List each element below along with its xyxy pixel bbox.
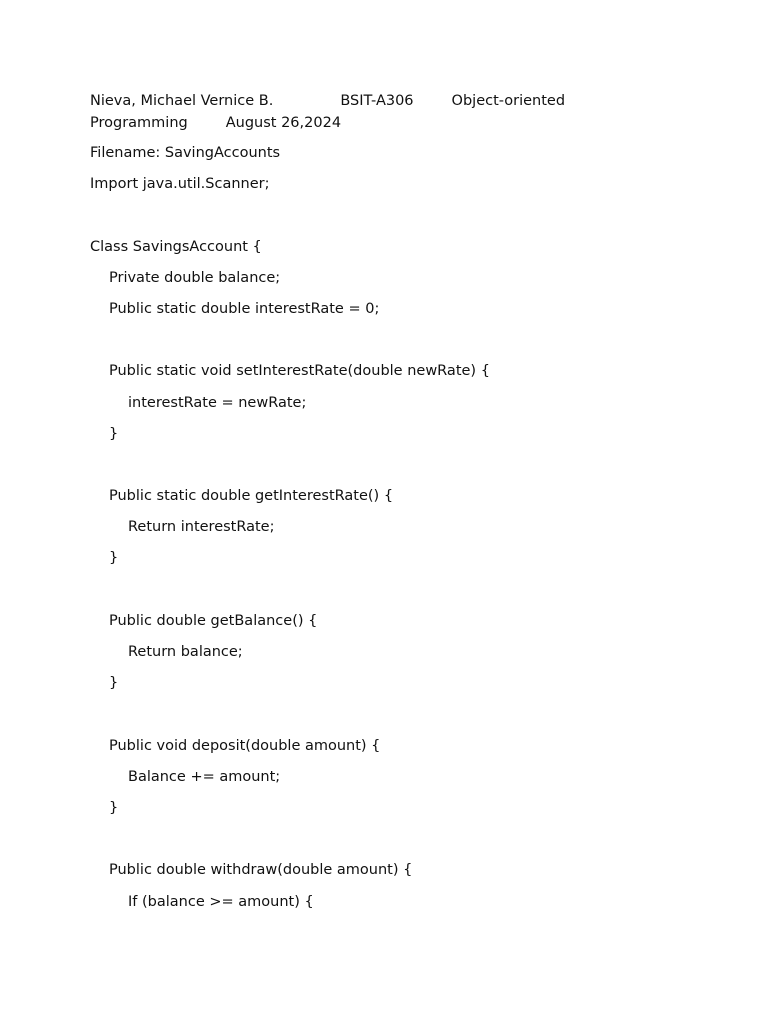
document-header: [90, 90, 690, 134]
code-line: If (balance >= amount) {: [128, 893, 314, 910]
code-line: }: [109, 799, 119, 816]
student-name: Nieva, Michael Vernice B.: [90, 93, 274, 109]
section: BSIT-A306: [340, 93, 414, 109]
code-line: interestRate = newRate;: [128, 394, 307, 411]
code-line: }: [109, 675, 119, 692]
code-line: Return balance;: [128, 644, 243, 660]
code-line: [90, 575, 490, 606]
code-line: [90, 325, 490, 356]
code-line: Public static void setInterestRate(double newRate) {: [109, 363, 490, 380]
code-line: Public double getBalance() {: [109, 612, 318, 629]
code-line: Public static double getInterestRate() {: [109, 488, 394, 505]
code-line: [90, 200, 490, 231]
code-line: }: [109, 550, 119, 567]
code-line: [90, 699, 490, 730]
code-line: }: [109, 425, 119, 442]
code-line: Public void deposit(double amount) {: [109, 737, 381, 754]
code-line: Import java.util.Scanner;: [90, 176, 270, 193]
code-line: [90, 450, 490, 481]
code-line: [90, 824, 490, 855]
course-title-part2: Programming: [90, 115, 188, 131]
code-line: Private double balance;: [109, 269, 281, 286]
code-line: Class SavingsAccount {: [90, 238, 262, 255]
course-title-part1: Object-oriented: [451, 93, 566, 109]
date: August 26,2024: [225, 115, 342, 131]
code-line: Balance += amount;: [128, 768, 281, 785]
header-line-2: [90, 112, 690, 134]
code-line: Public static double interestRate = 0;: [109, 300, 380, 317]
code-line: Return interestRate;: [128, 519, 275, 536]
code-line: Filename: SavingAccounts: [90, 145, 281, 161]
code-line: Public double withdraw(double amount) {: [109, 862, 413, 879]
header-line-1: [90, 90, 690, 112]
code-listing: [90, 138, 490, 918]
